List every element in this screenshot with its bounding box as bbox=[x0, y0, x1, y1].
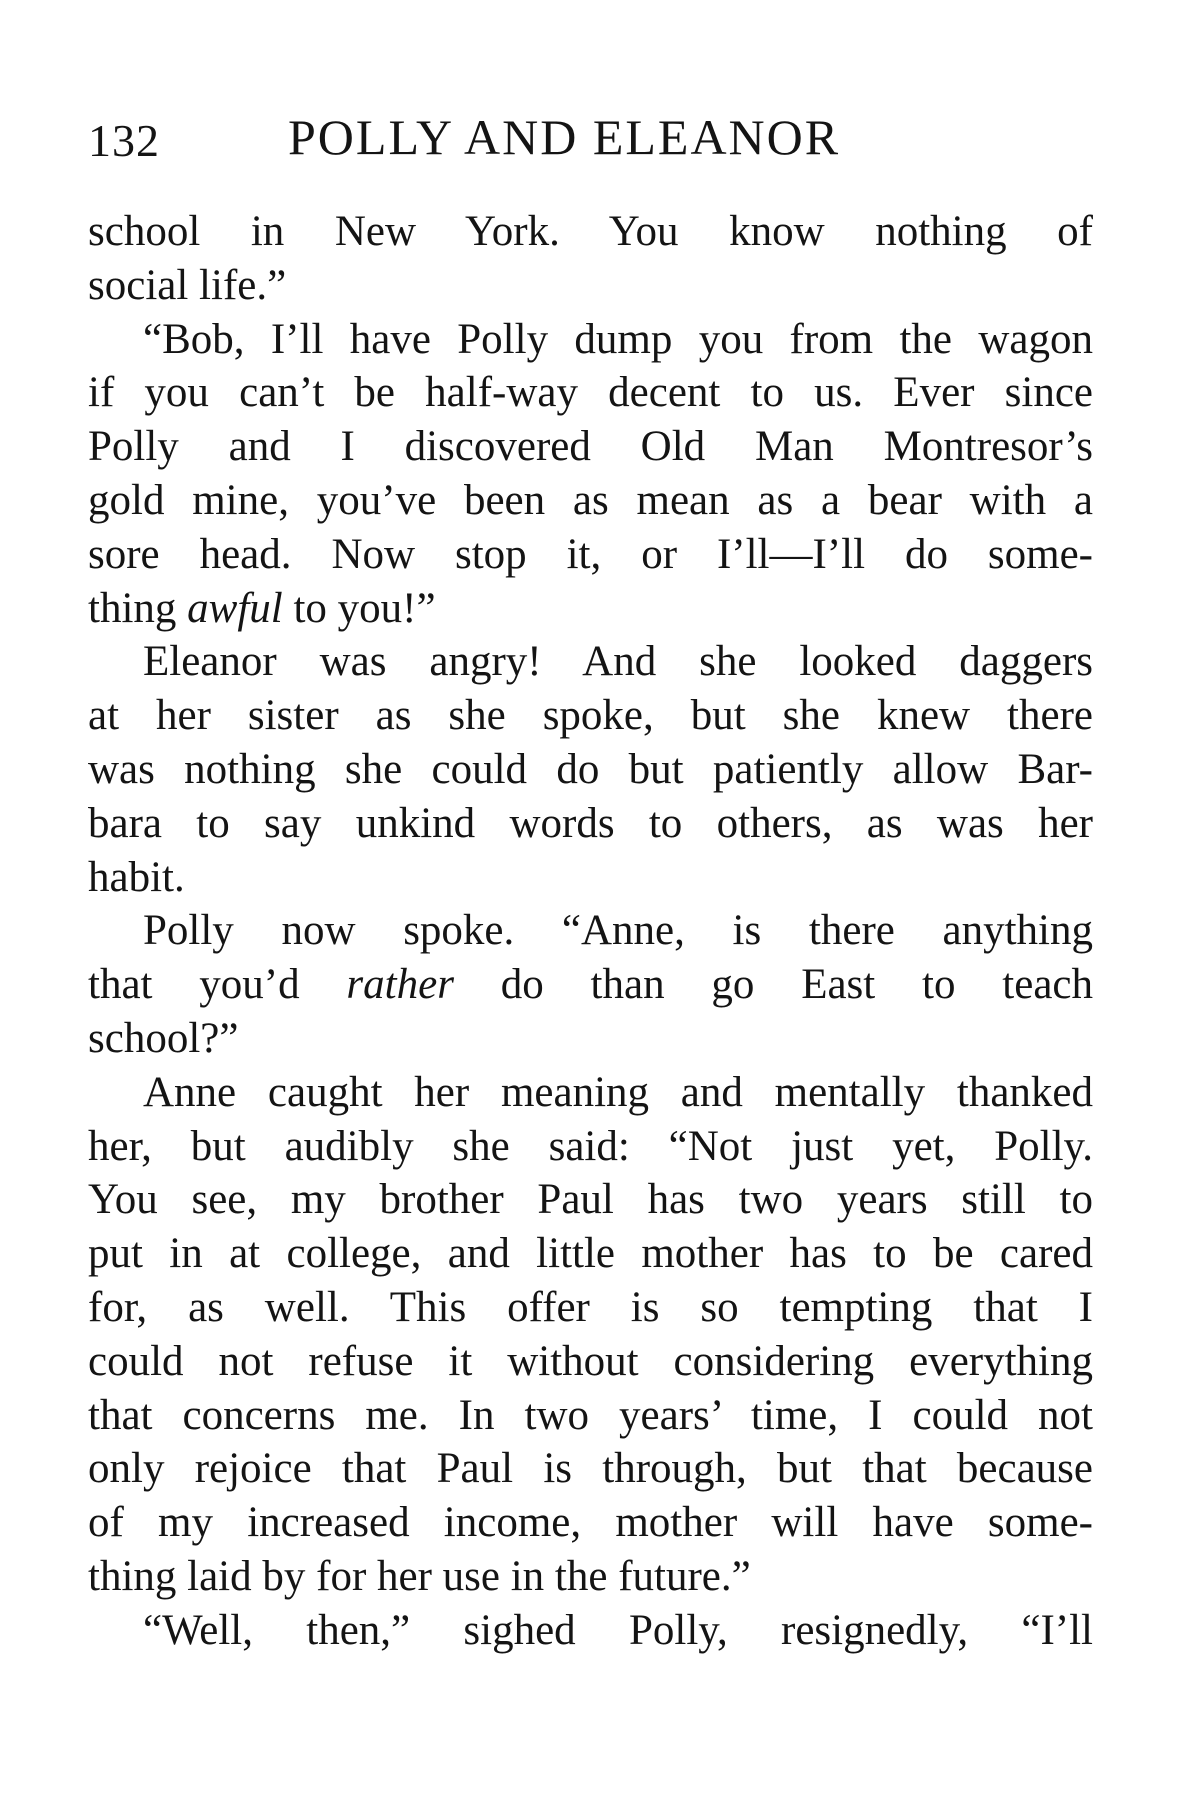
text-line bbox=[88, 528, 1093, 582]
text-line bbox=[88, 1281, 1093, 1335]
text-segment: habit. bbox=[88, 853, 185, 901]
text-line bbox=[88, 420, 1093, 474]
text-segment: school in New York. You know nothing of bbox=[88, 208, 1093, 255]
text-segment: You see, my brother Paul has two years still to bbox=[88, 1176, 1093, 1224]
text-line bbox=[88, 958, 1093, 1012]
text-line bbox=[88, 366, 1093, 420]
text-segment: if you can’t be half-way decent to us. Ever since bbox=[88, 369, 1093, 417]
text-line bbox=[88, 1604, 1093, 1658]
text-segment: that you’d bbox=[88, 961, 347, 1009]
text-segment: thing laid by for her use in the future.” bbox=[88, 1552, 751, 1600]
text-line bbox=[88, 1227, 1093, 1281]
text-segment: bara to say unkind words to others, as was her bbox=[88, 799, 1093, 847]
text-line bbox=[88, 1335, 1093, 1389]
text-segment: Anne caught her meaning and mentally thanked bbox=[143, 1068, 1093, 1116]
text-segment: gold mine, you’ve been as mean as a bear with a bbox=[88, 476, 1093, 524]
text-segment: her, but audibly she said: “Not just yet, Polly. bbox=[88, 1122, 1093, 1170]
text-segment: sore head. Now stop it, or I’ll—I’ll do some- bbox=[88, 530, 1093, 578]
text-segment: put in at college, and little mother has to be cared bbox=[88, 1230, 1093, 1278]
text-line bbox=[88, 797, 1093, 851]
text-segment: thing bbox=[88, 584, 188, 632]
text-segment: do than go East to teach bbox=[453, 961, 1093, 1009]
text-segment: that concerns me. In two years’ time, I could not bbox=[88, 1391, 1093, 1439]
page-header bbox=[88, 108, 1088, 168]
text-segment: to you!” bbox=[282, 584, 436, 632]
text-segment: Polly now spoke. “Anne, is there anything bbox=[143, 907, 1093, 955]
text-segment: of my increased income, mother will have some- bbox=[88, 1499, 1093, 1547]
text-segment: Polly and I discovered Old Man Montresor’s bbox=[88, 423, 1093, 471]
body-text bbox=[88, 205, 1093, 1658]
page-number: 132 bbox=[88, 115, 160, 166]
text-segment: for, as well. This offer is so tempting that I bbox=[88, 1283, 1093, 1331]
text-segment: was nothing she could do but patiently allow Bar- bbox=[88, 745, 1093, 793]
text-segment: Eleanor was angry! And she looked daggers bbox=[143, 638, 1093, 686]
text-segment: “Bob, I’ll have Polly dump you from the wagon bbox=[143, 315, 1093, 363]
text-line bbox=[88, 1066, 1093, 1120]
text-line bbox=[88, 582, 1093, 636]
text-line bbox=[88, 689, 1093, 743]
text-line bbox=[88, 313, 1093, 367]
italic-word: awful bbox=[187, 584, 283, 632]
text-line bbox=[88, 851, 1093, 905]
text-line bbox=[88, 1389, 1093, 1443]
text-segment: only rejoice that Paul is through, but that because bbox=[88, 1445, 1093, 1493]
text-line bbox=[88, 1496, 1093, 1550]
text-line bbox=[88, 1442, 1093, 1496]
text-segment: could not refuse it without considering everything bbox=[88, 1337, 1093, 1385]
text-segment: “Well, then,” sighed Polly, resignedly, “I’ll bbox=[143, 1606, 1093, 1654]
italic-word: rather bbox=[346, 961, 454, 1009]
text-line bbox=[88, 1012, 1093, 1066]
text-line bbox=[88, 259, 1093, 313]
text-line bbox=[88, 1550, 1093, 1604]
text-line bbox=[88, 1120, 1093, 1174]
text-segment: social life.” bbox=[88, 261, 287, 309]
text-segment: at her sister as she spoke, but she knew there bbox=[88, 692, 1093, 740]
text-line bbox=[88, 474, 1093, 528]
text-line bbox=[88, 205, 1093, 259]
text-line bbox=[88, 904, 1093, 958]
text-line bbox=[88, 743, 1093, 797]
text-segment: school?” bbox=[88, 1014, 239, 1062]
text-line bbox=[88, 1173, 1093, 1227]
running-title: POLLY AND ELEANOR bbox=[288, 109, 841, 165]
text-line bbox=[88, 635, 1093, 689]
